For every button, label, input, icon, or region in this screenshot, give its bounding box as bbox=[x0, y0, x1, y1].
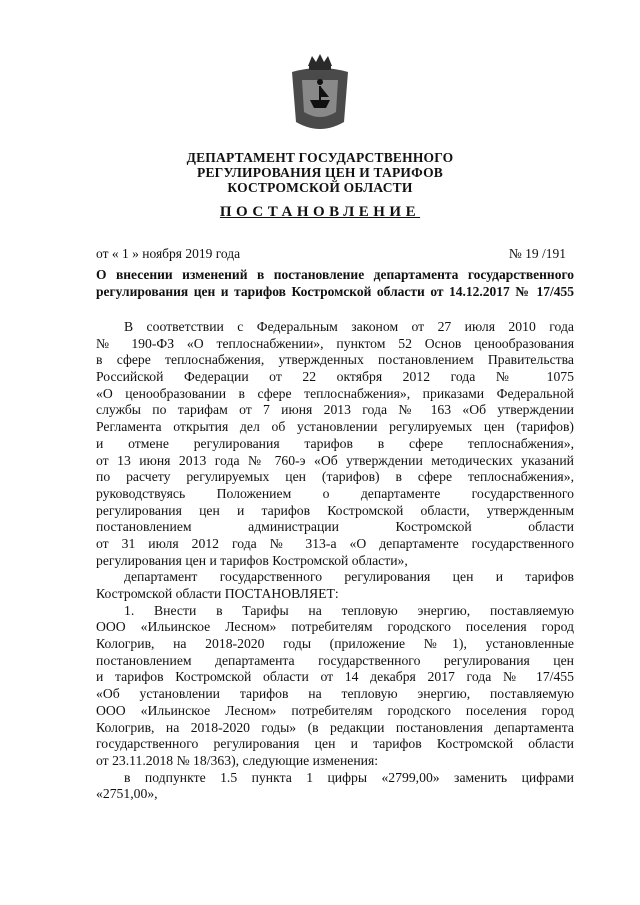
body-line: 1. Внести в Тарифы на тепловую энергию, поставляемую bbox=[124, 602, 574, 618]
body-line: и отмене регулирования тарифов в сфере теплоснабжения», bbox=[96, 435, 574, 451]
body-line: № 190-ФЗ «О теплоснабжении», пунктом 52 Основ ценообразования bbox=[96, 335, 574, 351]
body-line: регулирования цен и тарифов Костромской области», bbox=[96, 552, 408, 568]
org-name-line1: ДЕПАРТАМЕНТ ГОСУДАРСТВЕННОГО bbox=[186, 150, 454, 165]
body-line: Российской Федерации от 22 октября 2012 года № 1075 bbox=[96, 369, 574, 385]
document-date: от « 1 » ноября 2019 года bbox=[96, 246, 241, 261]
body-line: руководствуясь Положением о департаменте государственного bbox=[96, 485, 574, 501]
body-line: Костромской области ПОСТАНОВЛЯЕТ: bbox=[96, 586, 339, 601]
body-line: государственного регулирования цен и тарифов Костромской области bbox=[96, 736, 574, 752]
document-body bbox=[96, 319, 574, 803]
document-number: № 19 /191 bbox=[508, 246, 566, 261]
subject-line2: регулирования цен и тарифов Костромской области от 14.12.2017 № 17/455 bbox=[96, 284, 574, 299]
body-line: по расчету регулируемых цен (тарифов) в сфере теплоснабжения», bbox=[96, 469, 574, 485]
body-line: и тарифов Костромской области от 14 декабря 2017 года № 17/455 bbox=[96, 669, 574, 685]
body-line: в сфере теплоснабжения, утвержденных постановлением Правительства bbox=[96, 352, 574, 368]
body-line: «О ценообразовании в сфере теплоснабжения», приказами Федеральной bbox=[96, 385, 574, 401]
body-line: регулирования цен и тарифов Костромской области, утвержденным bbox=[96, 502, 574, 518]
body-line: от 13 июня 2013 года № 760-э «Об утверждении методических указаний bbox=[96, 452, 574, 468]
body-line: в подпункте 1.5 пункта 1 цифры «2799,00» заменить цифрами bbox=[124, 769, 574, 785]
org-name-line3: КОСТРОМСКОЙ ОБЛАСТИ bbox=[227, 180, 413, 195]
body-line: Регламента открытия дел об установлении регулируемых цен (тарифов) bbox=[96, 419, 574, 435]
body-line: Кологрив, на 2018-2020 годы (приложение №1), установленные bbox=[96, 636, 574, 652]
body-line: постановлением администрации Костромской области bbox=[96, 519, 574, 535]
body-line: постановлением департамента государственного регулирования цен bbox=[96, 652, 574, 668]
body-line: ООО «Ильинское Лесном» потребителям городского поселения город bbox=[96, 702, 574, 718]
subject-line1: О внесении изменений в постановление департамента государственного bbox=[96, 267, 574, 282]
document-type-title: ПОСТАНОВЛЕНИЕ bbox=[219, 204, 421, 220]
body-line: департамент государственного регулирования цен и тарифов bbox=[124, 569, 574, 585]
body-line: «Об установлении тарифов на тепловую энергию, поставляемую bbox=[96, 686, 574, 702]
body-line: службы по тарифам от 7 июня 2013 года № 163 «Об утверждении bbox=[96, 402, 574, 418]
body-line: ООО «Ильинское Лесном» потребителям городского поселения город bbox=[96, 619, 574, 635]
body-line: «2751,00», bbox=[96, 786, 158, 802]
body-line: В соответствии с Федеральным законом от 27 июля 2010 года bbox=[124, 319, 574, 334]
coat-of-arms-icon bbox=[282, 52, 358, 138]
body-line: от 23.11.2018 № 18/363), следующие изменения: bbox=[96, 752, 379, 768]
org-name-line2: РЕГУЛИРОВАНИЯ ЦЕН И ТАРИФОВ bbox=[197, 165, 443, 180]
body-line: от 31 июля 2012 года № 313-а «О департаменте государственного bbox=[96, 535, 574, 551]
body-line: Кологрив, на 2018-2020 годы» (в редакции постановления департамента bbox=[96, 719, 574, 735]
